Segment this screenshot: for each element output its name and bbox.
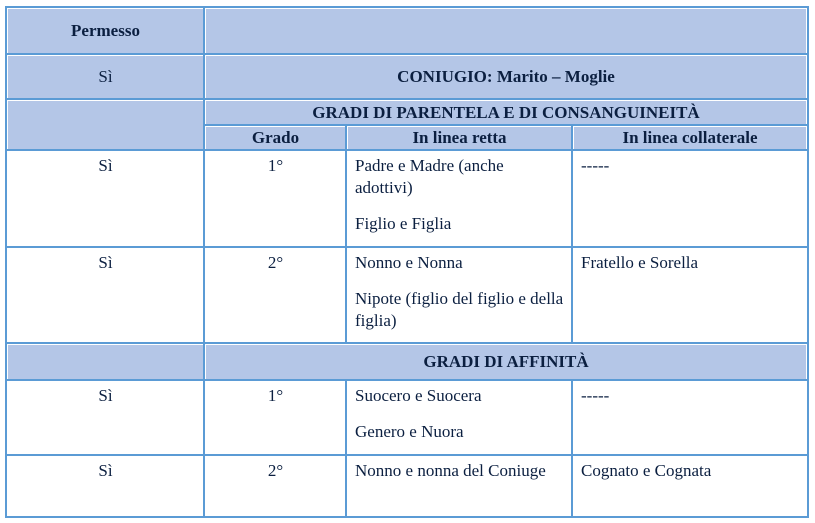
relation-text: Suocero e Suocera: [355, 386, 482, 405]
parentela-title: GRADI DI PARENTELA E DI CONSANGUINEITÀ: [203, 98, 809, 127]
header-permesso: Permesso: [5, 6, 206, 56]
table-cell-retta: [345, 454, 574, 518]
table-cell-retta: [345, 379, 574, 457]
table-cell-grado: 2°: [203, 246, 348, 345]
table-cell-permesso: Sì: [5, 246, 206, 345]
relation-text: Figlio e Figlia: [355, 214, 452, 233]
table-cell-retta: [345, 246, 574, 345]
table-cell-collaterale: Cognato e Cognata: [571, 454, 809, 518]
table-cell-permesso: Sì: [5, 454, 206, 518]
affinita-empty-cell: [5, 342, 206, 382]
table-cell-retta: [345, 149, 574, 249]
parentela-empty-cell: [5, 98, 206, 152]
relation-text: Nonno e nonna del Coniuge: [355, 461, 546, 480]
table-cell-collaterale: Fratello e Sorella: [571, 246, 809, 345]
table-cell-grado: 2°: [203, 454, 348, 518]
coniugio-permesso: Sì: [5, 53, 206, 101]
relation-text: Genero e Nuora: [355, 422, 464, 441]
relation-text: Padre e Madre (anche adottivi): [355, 156, 504, 197]
table-cell-permesso: Sì: [5, 149, 206, 249]
relation-text: Nonno e Nonna: [355, 253, 463, 272]
header-empty-cell: [203, 6, 809, 56]
table-cell-grado: 1°: [203, 149, 348, 249]
table-cell-collaterale: -----: [571, 379, 809, 457]
col-collaterale: In linea collaterale: [571, 124, 809, 152]
table-cell-permesso: Sì: [5, 379, 206, 457]
relation-text: Nipote (figlio del figlio e della figlia): [355, 289, 564, 330]
table-cell-grado: 1°: [203, 379, 348, 457]
affinita-title: GRADI DI AFFINITÀ: [203, 342, 809, 382]
coniugio-label: CONIUGIO: Marito – Moglie: [203, 53, 809, 101]
col-grado: Grado: [203, 124, 348, 152]
table-cell-collaterale: -----: [571, 149, 809, 249]
col-retta: In linea retta: [345, 124, 574, 152]
